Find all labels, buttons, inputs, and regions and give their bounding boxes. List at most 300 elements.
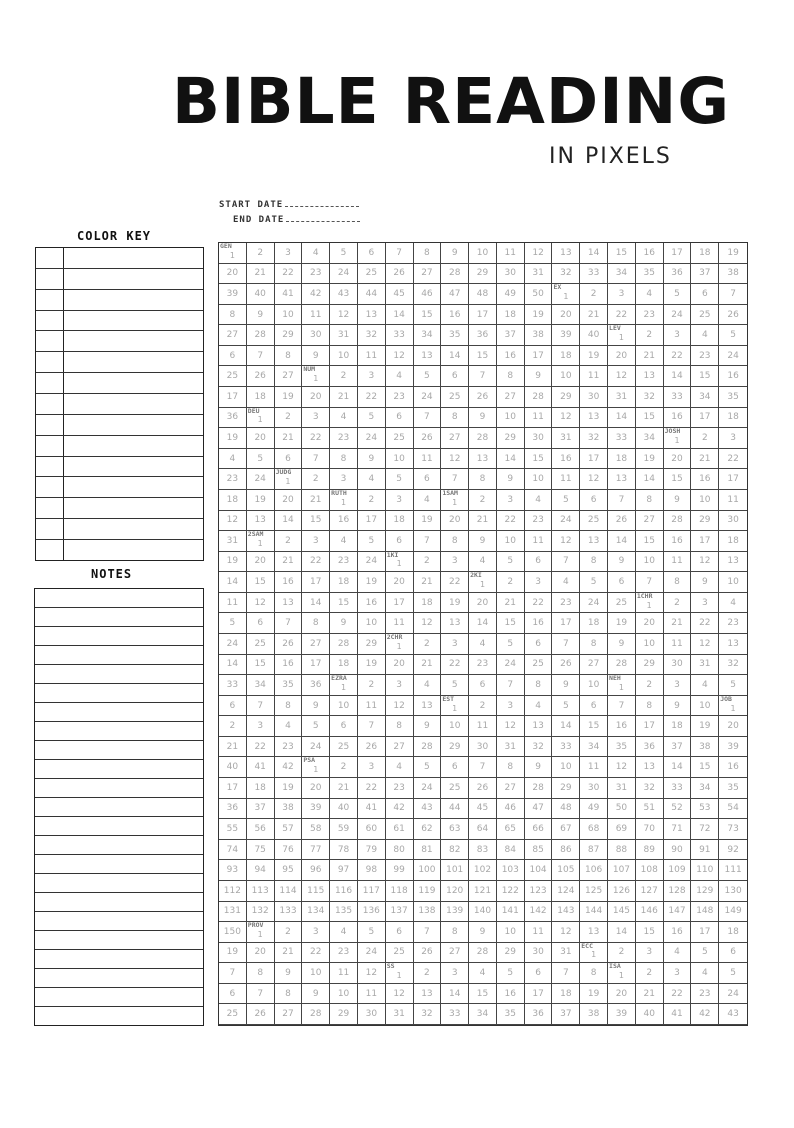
chapter-cell[interactable]: [275, 716, 303, 737]
chapter-cell[interactable]: [358, 881, 386, 902]
chapter-cell[interactable]: [441, 613, 469, 634]
chapter-cell[interactable]: [302, 366, 330, 387]
chapter-cell[interactable]: [441, 943, 469, 964]
chapter-cell[interactable]: [469, 428, 497, 449]
chapter-cell[interactable]: [441, 634, 469, 655]
chapter-cell[interactable]: [691, 819, 719, 840]
note-line[interactable]: [35, 797, 203, 816]
chapter-cell[interactable]: [719, 243, 747, 264]
chapter-cell[interactable]: [719, 284, 747, 305]
chapter-cell[interactable]: [636, 593, 664, 614]
chapter-cell[interactable]: [719, 408, 747, 429]
chapter-cell[interactable]: [330, 346, 358, 367]
color-key-swatch[interactable]: [36, 352, 64, 372]
chapter-cell[interactable]: [580, 737, 608, 758]
chapter-cell[interactable]: [275, 963, 303, 984]
chapter-cell[interactable]: [525, 408, 553, 429]
chapter-cell[interactable]: [525, 572, 553, 593]
chapter-cell[interactable]: [580, 511, 608, 532]
chapter-cell[interactable]: [664, 325, 692, 346]
chapter-cell[interactable]: [719, 469, 747, 490]
chapter-cell[interactable]: [302, 428, 330, 449]
chapter-cell[interactable]: [302, 305, 330, 326]
chapter-cell[interactable]: [219, 511, 247, 532]
chapter-cell[interactable]: [664, 449, 692, 470]
chapter-cell[interactable]: [358, 799, 386, 820]
chapter-cell[interactable]: [302, 449, 330, 470]
chapter-cell[interactable]: [497, 531, 525, 552]
chapter-cell[interactable]: [636, 778, 664, 799]
chapter-cell[interactable]: [664, 737, 692, 758]
chapter-cell[interactable]: [664, 284, 692, 305]
chapter-cell[interactable]: [330, 655, 358, 676]
chapter-cell[interactable]: [358, 305, 386, 326]
chapter-cell[interactable]: [386, 881, 414, 902]
chapter-cell[interactable]: [219, 943, 247, 964]
chapter-cell[interactable]: [441, 593, 469, 614]
chapter-cell[interactable]: [552, 819, 580, 840]
chapter-cell[interactable]: [441, 799, 469, 820]
chapter-cell[interactable]: [247, 531, 275, 552]
chapter-cell[interactable]: [441, 819, 469, 840]
chapter-cell[interactable]: [330, 675, 358, 696]
chapter-cell[interactable]: [497, 675, 525, 696]
chapter-cell[interactable]: [664, 264, 692, 285]
chapter-cell[interactable]: [469, 696, 497, 717]
chapter-cell[interactable]: [636, 552, 664, 573]
chapter-cell[interactable]: [580, 469, 608, 490]
chapter-cell[interactable]: [719, 490, 747, 511]
color-key-label[interactable]: [64, 269, 203, 289]
chapter-cell[interactable]: [664, 881, 692, 902]
chapter-cell[interactable]: [247, 799, 275, 820]
chapter-cell[interactable]: [358, 902, 386, 923]
color-key-label[interactable]: [64, 540, 203, 560]
chapter-cell[interactable]: [580, 778, 608, 799]
chapter-cell[interactable]: [247, 284, 275, 305]
chapter-cell[interactable]: [275, 408, 303, 429]
chapter-cell[interactable]: [219, 963, 247, 984]
chapter-cell[interactable]: [580, 757, 608, 778]
chapter-cell[interactable]: [525, 963, 553, 984]
chapter-cell[interactable]: [636, 613, 664, 634]
chapter-cell[interactable]: [664, 799, 692, 820]
chapter-cell[interactable]: [302, 716, 330, 737]
chapter-cell[interactable]: [636, 799, 664, 820]
chapter-cell[interactable]: [441, 778, 469, 799]
chapter-cell[interactable]: [580, 819, 608, 840]
chapter-cell[interactable]: [358, 552, 386, 573]
chapter-cell[interactable]: [497, 243, 525, 264]
chapter-cell[interactable]: [219, 1004, 247, 1025]
chapter-cell[interactable]: [719, 531, 747, 552]
chapter-cell[interactable]: [497, 696, 525, 717]
chapter-cell[interactable]: [719, 346, 747, 367]
chapter-cell[interactable]: [275, 881, 303, 902]
chapter-cell[interactable]: [441, 449, 469, 470]
chapter-cell[interactable]: [664, 243, 692, 264]
chapter-cell[interactable]: [497, 737, 525, 758]
chapter-cell[interactable]: [691, 655, 719, 676]
chapter-cell[interactable]: [414, 511, 442, 532]
chapter-cell[interactable]: [580, 305, 608, 326]
chapter-cell[interactable]: [664, 819, 692, 840]
note-line[interactable]: [35, 987, 203, 1006]
chapter-cell[interactable]: [608, 943, 636, 964]
chapter-cell[interactable]: [247, 840, 275, 861]
chapter-cell[interactable]: [552, 840, 580, 861]
color-key-label[interactable]: [64, 498, 203, 518]
color-key-swatch[interactable]: [36, 436, 64, 456]
chapter-cell[interactable]: [414, 778, 442, 799]
chapter-cell[interactable]: [636, 840, 664, 861]
chapter-cell[interactable]: [219, 881, 247, 902]
chapter-cell[interactable]: [386, 284, 414, 305]
chapter-cell[interactable]: [608, 778, 636, 799]
color-key-row[interactable]: [36, 497, 203, 518]
chapter-cell[interactable]: [608, 552, 636, 573]
color-key-label[interactable]: [64, 311, 203, 331]
chapter-cell[interactable]: [719, 264, 747, 285]
chapter-cell[interactable]: [386, 757, 414, 778]
chapter-cell[interactable]: [552, 449, 580, 470]
chapter-cell[interactable]: [719, 634, 747, 655]
chapter-cell[interactable]: [414, 531, 442, 552]
chapter-cell[interactable]: [497, 778, 525, 799]
chapter-cell[interactable]: [441, 984, 469, 1005]
chapter-cell[interactable]: [414, 840, 442, 861]
chapter-cell[interactable]: [441, 387, 469, 408]
color-key-label[interactable]: [64, 519, 203, 539]
chapter-cell[interactable]: [636, 264, 664, 285]
chapter-cell[interactable]: [719, 922, 747, 943]
chapter-cell[interactable]: [275, 675, 303, 696]
note-line[interactable]: [35, 873, 203, 892]
color-key-row[interactable]: [36, 330, 203, 351]
chapter-cell[interactable]: [414, 902, 442, 923]
chapter-cell[interactable]: [636, 963, 664, 984]
chapter-cell[interactable]: [330, 366, 358, 387]
chapter-cell[interactable]: [552, 613, 580, 634]
chapter-cell[interactable]: [275, 943, 303, 964]
chapter-cell[interactable]: [358, 840, 386, 861]
chapter-cell[interactable]: [497, 860, 525, 881]
chapter-cell[interactable]: [275, 922, 303, 943]
chapter-cell[interactable]: [386, 963, 414, 984]
chapter-cell[interactable]: [664, 984, 692, 1005]
chapter-cell[interactable]: [664, 346, 692, 367]
chapter-cell[interactable]: [636, 881, 664, 902]
chapter-cell[interactable]: [608, 984, 636, 1005]
note-line[interactable]: [35, 721, 203, 740]
chapter-cell[interactable]: [664, 387, 692, 408]
chapter-cell[interactable]: [580, 696, 608, 717]
chapter-cell[interactable]: [636, 675, 664, 696]
chapter-cell[interactable]: [497, 1004, 525, 1025]
chapter-cell[interactable]: [302, 696, 330, 717]
chapter-cell[interactable]: [608, 325, 636, 346]
chapter-cell[interactable]: [608, 531, 636, 552]
chapter-cell[interactable]: [275, 1004, 303, 1025]
chapter-cell[interactable]: [664, 716, 692, 737]
chapter-cell[interactable]: [719, 305, 747, 326]
chapter-cell[interactable]: [469, 716, 497, 737]
chapter-cell[interactable]: [469, 860, 497, 881]
chapter-cell[interactable]: [636, 531, 664, 552]
chapter-cell[interactable]: [330, 408, 358, 429]
chapter-cell[interactable]: [358, 778, 386, 799]
note-line[interactable]: [35, 607, 203, 626]
chapter-cell[interactable]: [358, 387, 386, 408]
note-line[interactable]: [35, 589, 203, 607]
chapter-cell[interactable]: [469, 963, 497, 984]
chapter-cell[interactable]: [441, 490, 469, 511]
chapter-cell[interactable]: [330, 572, 358, 593]
chapter-cell[interactable]: [608, 408, 636, 429]
chapter-cell[interactable]: [302, 572, 330, 593]
chapter-cell[interactable]: [414, 819, 442, 840]
color-key-row[interactable]: [36, 310, 203, 331]
chapter-cell[interactable]: [497, 593, 525, 614]
chapter-cell[interactable]: [275, 511, 303, 532]
chapter-cell[interactable]: [552, 922, 580, 943]
chapter-cell[interactable]: [330, 860, 358, 881]
chapter-cell[interactable]: [441, 346, 469, 367]
chapter-cell[interactable]: [330, 984, 358, 1005]
chapter-cell[interactable]: [386, 552, 414, 573]
note-line[interactable]: [35, 930, 203, 949]
chapter-cell[interactable]: [580, 243, 608, 264]
chapter-cell[interactable]: [608, 799, 636, 820]
chapter-cell[interactable]: [691, 243, 719, 264]
chapter-cell[interactable]: [719, 1004, 747, 1025]
note-line[interactable]: [35, 911, 203, 930]
chapter-cell[interactable]: [469, 243, 497, 264]
chapter-cell[interactable]: [302, 819, 330, 840]
chapter-cell[interactable]: [386, 922, 414, 943]
chapter-cell[interactable]: [719, 675, 747, 696]
chapter-cell[interactable]: [497, 634, 525, 655]
chapter-cell[interactable]: [691, 1004, 719, 1025]
chapter-cell[interactable]: [247, 572, 275, 593]
chapter-cell[interactable]: [719, 655, 747, 676]
chapter-cell[interactable]: [525, 943, 553, 964]
chapter-cell[interactable]: [441, 716, 469, 737]
chapter-cell[interactable]: [330, 902, 358, 923]
chapter-cell[interactable]: [386, 243, 414, 264]
chapter-cell[interactable]: [275, 696, 303, 717]
chapter-cell[interactable]: [247, 305, 275, 326]
chapter-cell[interactable]: [441, 243, 469, 264]
chapter-cell[interactable]: [497, 449, 525, 470]
color-key-label[interactable]: [64, 373, 203, 393]
chapter-cell[interactable]: [414, 387, 442, 408]
chapter-cell[interactable]: [441, 757, 469, 778]
note-line[interactable]: [35, 892, 203, 911]
color-key-swatch[interactable]: [36, 248, 64, 268]
chapter-cell[interactable]: [552, 469, 580, 490]
color-key-swatch[interactable]: [36, 394, 64, 414]
chapter-cell[interactable]: [608, 655, 636, 676]
chapter-cell[interactable]: [386, 366, 414, 387]
chapter-cell[interactable]: [580, 531, 608, 552]
chapter-cell[interactable]: [386, 469, 414, 490]
chapter-cell[interactable]: [664, 655, 692, 676]
chapter-cell[interactable]: [219, 572, 247, 593]
chapter-cell[interactable]: [664, 511, 692, 532]
chapter-cell[interactable]: [664, 428, 692, 449]
chapter-cell[interactable]: [691, 428, 719, 449]
chapter-cell[interactable]: [247, 264, 275, 285]
note-line[interactable]: [35, 759, 203, 778]
chapter-cell[interactable]: [275, 799, 303, 820]
chapter-cell[interactable]: [386, 428, 414, 449]
color-key-label[interactable]: [64, 394, 203, 414]
chapter-cell[interactable]: [580, 408, 608, 429]
chapter-cell[interactable]: [441, 264, 469, 285]
chapter-cell[interactable]: [580, 963, 608, 984]
chapter-cell[interactable]: [330, 819, 358, 840]
chapter-cell[interactable]: [219, 366, 247, 387]
chapter-cell[interactable]: [302, 593, 330, 614]
chapter-cell[interactable]: [302, 881, 330, 902]
chapter-cell[interactable]: [691, 902, 719, 923]
chapter-cell[interactable]: [386, 490, 414, 511]
chapter-cell[interactable]: [552, 799, 580, 820]
chapter-cell[interactable]: [552, 881, 580, 902]
chapter-cell[interactable]: [330, 757, 358, 778]
chapter-cell[interactable]: [414, 490, 442, 511]
chapter-cell[interactable]: [358, 716, 386, 737]
chapter-cell[interactable]: [302, 511, 330, 532]
chapter-cell[interactable]: [275, 284, 303, 305]
chapter-cell[interactable]: [469, 819, 497, 840]
chapter-cell[interactable]: [497, 387, 525, 408]
chapter-cell[interactable]: [719, 593, 747, 614]
chapter-cell[interactable]: [580, 490, 608, 511]
chapter-cell[interactable]: [414, 757, 442, 778]
chapter-cell[interactable]: [358, 243, 386, 264]
chapter-cell[interactable]: [525, 264, 553, 285]
chapter-cell[interactable]: [330, 881, 358, 902]
chapter-cell[interactable]: [636, 284, 664, 305]
chapter-cell[interactable]: [636, 984, 664, 1005]
chapter-cell[interactable]: [497, 552, 525, 573]
color-key-row[interactable]: [36, 456, 203, 477]
chapter-cell[interactable]: [691, 634, 719, 655]
chapter-cell[interactable]: [275, 469, 303, 490]
note-line[interactable]: [35, 778, 203, 797]
chapter-cell[interactable]: [414, 284, 442, 305]
note-line[interactable]: [35, 740, 203, 759]
chapter-cell[interactable]: [664, 552, 692, 573]
chapter-cell[interactable]: [414, 366, 442, 387]
chapter-cell[interactable]: [691, 264, 719, 285]
note-line[interactable]: [35, 683, 203, 702]
chapter-cell[interactable]: [330, 552, 358, 573]
chapter-cell[interactable]: [608, 572, 636, 593]
chapter-cell[interactable]: [469, 449, 497, 470]
chapter-cell[interactable]: [330, 243, 358, 264]
chapter-cell[interactable]: [247, 860, 275, 881]
chapter-cell[interactable]: [691, 593, 719, 614]
chapter-cell[interactable]: [552, 675, 580, 696]
chapter-cell[interactable]: [247, 325, 275, 346]
chapter-cell[interactable]: [247, 346, 275, 367]
color-key-swatch[interactable]: [36, 498, 64, 518]
chapter-cell[interactable]: [608, 387, 636, 408]
chapter-cell[interactable]: [497, 408, 525, 429]
chapter-cell[interactable]: [580, 799, 608, 820]
chapter-cell[interactable]: [358, 490, 386, 511]
chapter-cell[interactable]: [302, 655, 330, 676]
color-key-swatch[interactable]: [36, 477, 64, 497]
chapter-cell[interactable]: [275, 655, 303, 676]
chapter-cell[interactable]: [608, 696, 636, 717]
chapter-cell[interactable]: [469, 387, 497, 408]
chapter-cell[interactable]: [386, 387, 414, 408]
chapter-cell[interactable]: [247, 469, 275, 490]
color-key-row[interactable]: [36, 372, 203, 393]
chapter-cell[interactable]: [469, 737, 497, 758]
chapter-cell[interactable]: [691, 305, 719, 326]
chapter-cell[interactable]: [441, 305, 469, 326]
chapter-cell[interactable]: [414, 572, 442, 593]
chapter-cell[interactable]: [302, 757, 330, 778]
chapter-cell[interactable]: [386, 531, 414, 552]
chapter-cell[interactable]: [219, 552, 247, 573]
chapter-cell[interactable]: [330, 1004, 358, 1025]
chapter-cell[interactable]: [664, 305, 692, 326]
chapter-cell[interactable]: [441, 860, 469, 881]
note-line[interactable]: [35, 835, 203, 854]
chapter-cell[interactable]: [414, 943, 442, 964]
chapter-cell[interactable]: [414, 1004, 442, 1025]
chapter-cell[interactable]: [719, 428, 747, 449]
chapter-cell[interactable]: [608, 1004, 636, 1025]
chapter-cell[interactable]: [275, 778, 303, 799]
chapter-cell[interactable]: [275, 613, 303, 634]
chapter-cell[interactable]: [275, 490, 303, 511]
chapter-cell[interactable]: [275, 305, 303, 326]
chapter-cell[interactable]: [219, 675, 247, 696]
chapter-cell[interactable]: [691, 963, 719, 984]
chapter-cell[interactable]: [691, 922, 719, 943]
chapter-cell[interactable]: [691, 778, 719, 799]
chapter-cell[interactable]: [608, 922, 636, 943]
chapter-cell[interactable]: [414, 675, 442, 696]
color-key-swatch[interactable]: [36, 269, 64, 289]
chapter-cell[interactable]: [525, 860, 553, 881]
chapter-cell[interactable]: [580, 264, 608, 285]
chapter-cell[interactable]: [664, 408, 692, 429]
chapter-cell[interactable]: [525, 881, 553, 902]
chapter-cell[interactable]: [275, 634, 303, 655]
chapter-cell[interactable]: [219, 490, 247, 511]
color-key-label[interactable]: [64, 331, 203, 351]
chapter-cell[interactable]: [608, 490, 636, 511]
chapter-cell[interactable]: [219, 819, 247, 840]
chapter-cell[interactable]: [275, 840, 303, 861]
chapter-cell[interactable]: [497, 366, 525, 387]
color-key-swatch[interactable]: [36, 331, 64, 351]
note-line[interactable]: [35, 949, 203, 968]
chapter-cell[interactable]: [330, 284, 358, 305]
chapter-cell[interactable]: [608, 613, 636, 634]
chapter-cell[interactable]: [552, 902, 580, 923]
chapter-cell[interactable]: [386, 325, 414, 346]
chapter-cell[interactable]: [219, 902, 247, 923]
